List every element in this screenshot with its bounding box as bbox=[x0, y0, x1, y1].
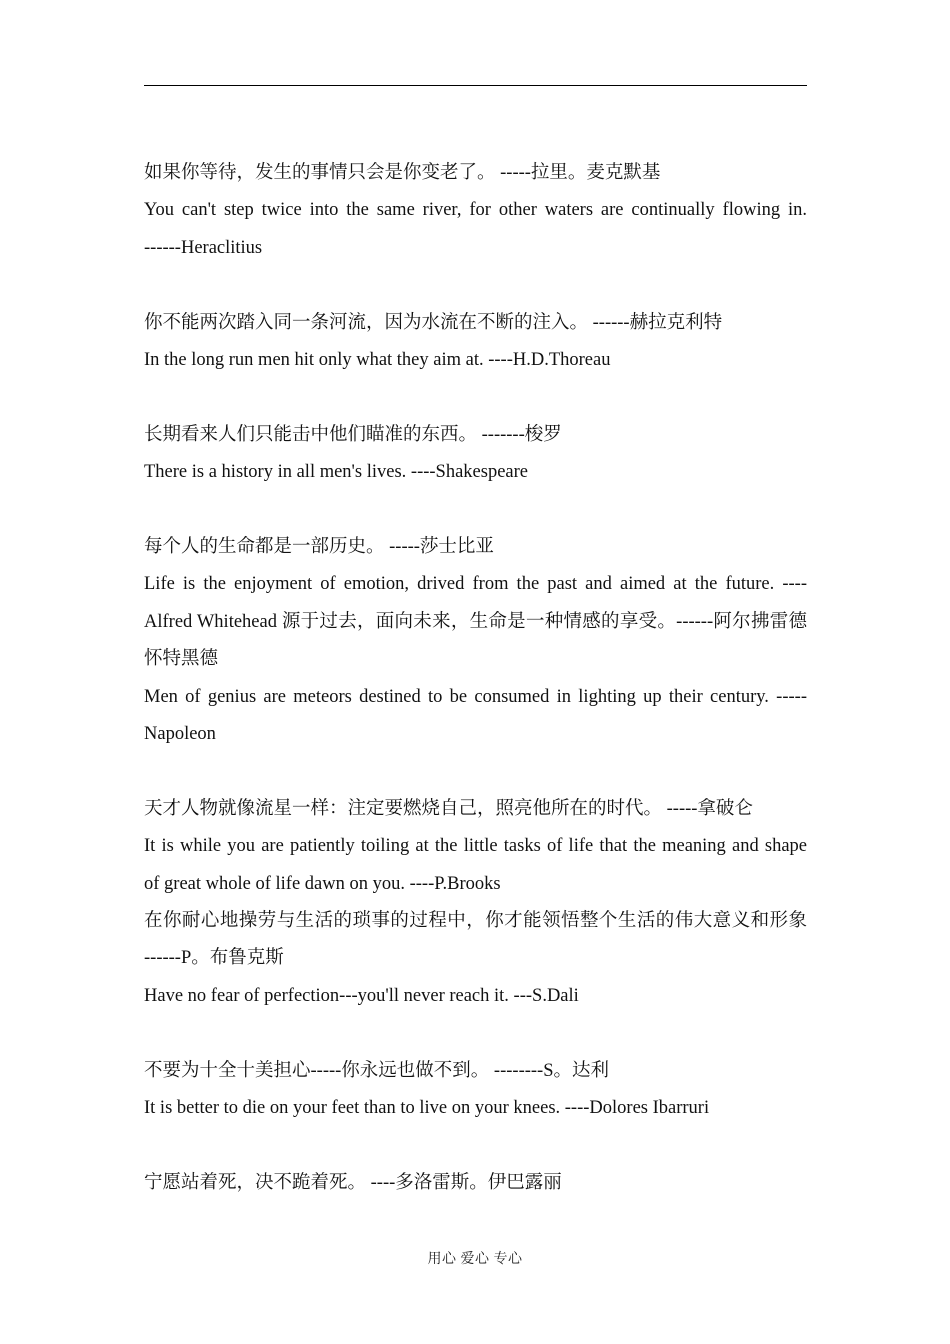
text-line: Napoleon bbox=[144, 724, 216, 745]
blank-line bbox=[144, 492, 807, 529]
text-line: 宁愿站着死，决不跪着死。 ----多洛雷斯。伊巴露丽 bbox=[144, 1172, 562, 1193]
blank-line bbox=[144, 753, 807, 790]
page-footer: 用心 爱心 专心 bbox=[427, 1252, 523, 1267]
text-line: 长期看来人们只能击中他们瞄准的东西。 -------梭罗 bbox=[144, 424, 562, 445]
text-line: ------Heraclitius bbox=[144, 237, 263, 258]
body-text bbox=[144, 155, 807, 1202]
header-rule bbox=[144, 85, 807, 86]
text-line: 你不能两次踏入同一条河流，因为水流在不断的注入。 ------赫拉克利特 bbox=[144, 312, 723, 333]
text-line: 怀特黑德 bbox=[144, 649, 219, 670]
blank-line bbox=[144, 1015, 807, 1052]
blank-line bbox=[144, 1127, 807, 1164]
text-line: There is a history in all men's lives. ----Shakespeare bbox=[144, 462, 529, 483]
text-line: 如果你等待，发生的事情只会是你变老了。 -----拉里。麦克默基 bbox=[144, 163, 661, 183]
text-line: 每个人的生命都是一部历史。 -----莎士比亚 bbox=[144, 537, 494, 558]
text-line: It is better to die on your feet than to live on your knees. ----Dolores Ibarruri bbox=[144, 1098, 710, 1119]
text-line: 在你耐心地操劳与生活的琐事的过程中，你才能领悟整个生活的伟大意义和形象 bbox=[144, 911, 807, 932]
text-line: 不要为十全十美担心-----你永远也做不到。 --------S。达利 bbox=[144, 1060, 610, 1081]
text-line: It is while you are patiently toiling at the little tasks of life that the meaning and shape bbox=[144, 836, 807, 857]
blank-line bbox=[144, 267, 807, 304]
blank-line bbox=[144, 379, 807, 416]
text-line: Have no fear of perfection---you'll never reach it. ---S.Dali bbox=[144, 985, 579, 1006]
text-line: Men of genius are meteors destined to be consumed in lighting up their century. ----- bbox=[144, 686, 807, 707]
text-line: You can't step twice into the same river, for other waters are continually flowing in. bbox=[144, 200, 807, 221]
text-line: In the long run men hit only what they aim at. ----H.D.Thoreau bbox=[144, 350, 611, 371]
text-line: 天才人物就像流星一样：注定要燃烧自己，照亮他所在的时代。 -----拿破仑 bbox=[144, 798, 753, 819]
text-line: Alfred Whitehead 源于过去，面向未来，生命是一种情感的享受。------阿尔拂雷德 bbox=[144, 611, 807, 632]
text-line: ------P。布鲁克斯 bbox=[144, 948, 284, 969]
text-line: of great whole of life dawn on you. ----P.Brooks bbox=[144, 873, 501, 894]
text-line: Life is the enjoyment of emotion, drived from the past and aimed at the future. ---- bbox=[144, 574, 807, 595]
